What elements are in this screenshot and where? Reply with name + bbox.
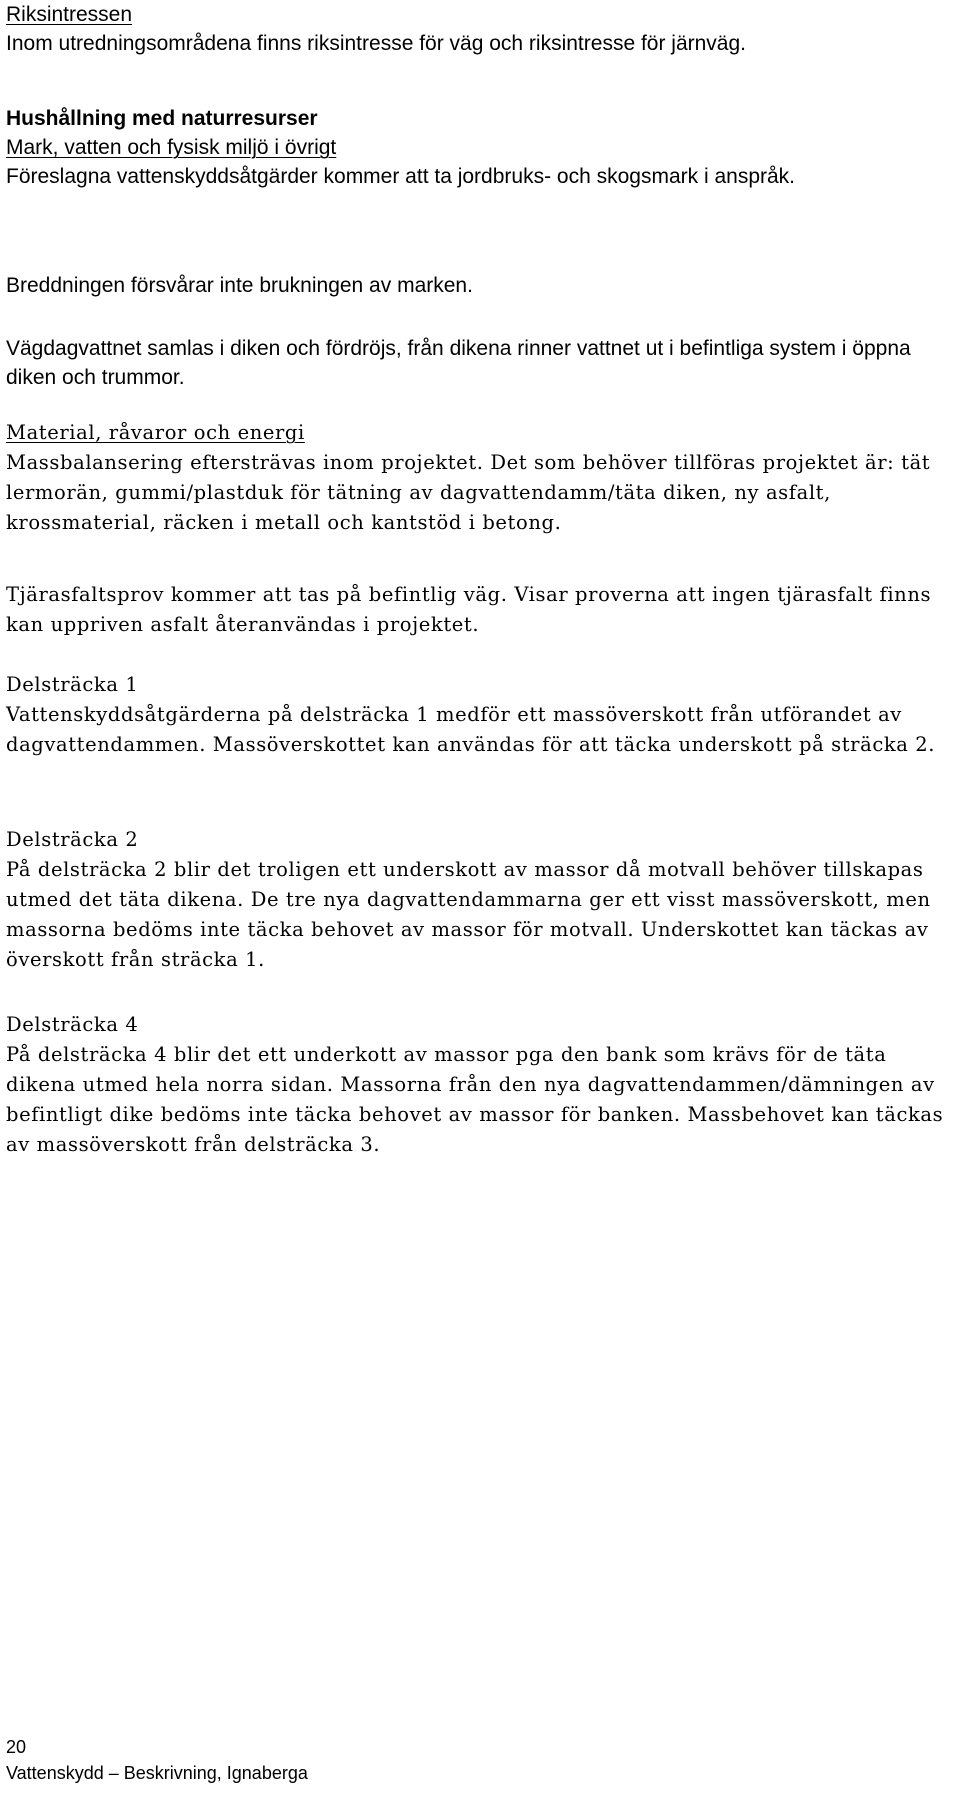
heading-delstracka-1: Delsträcka 1: [6, 673, 139, 696]
subheading-mark-vatten: Mark, vatten och fysisk miljö i övrigt: [6, 136, 337, 159]
paragraph-breddning: Breddningen försvårar inte brukningen av marken.: [6, 274, 473, 297]
section-vagdagvatten: [6, 334, 952, 392]
heading-delstracka-2: Delsträcka 2: [6, 828, 139, 851]
heading-material: Material, råvaror och energi: [6, 421, 305, 444]
page-number: 20: [6, 1737, 27, 1757]
paragraph-delstracka-2: På delsträcka 2 blir det troligen ett underskott av massor då motvall behöver tillskapas utmed det täta dikena. De tre nya dagvattendammarna ger ett visst massöverskott, men massorna bedöms inte täcka behovet av massor för motvall. Underskottet kan täckas av överskott från sträcka 1.: [6, 858, 931, 971]
paragraph-vagdagvatten: Vägdagvattnet samlas i diken och fördröjs, från dikena rinner vattnet ut i befintliga system i öppna diken och trummor.: [6, 337, 911, 389]
paragraph-hushallning: Föreslagna vattenskyddsåtgärder kommer att ta jordbruks- och skogsmark i anspråk.: [6, 165, 796, 188]
section-material: [6, 418, 952, 538]
document-title: Vattenskydd – Beskrivning, Ignaberga: [6, 1763, 308, 1783]
paragraph-material: Massbalansering eftersträvas inom projektet. Det som behöver tillföras projektet är: tät lermorän, gummi/plastduk för tätning av dagvattendamm/täta diken, ny asfalt, krossmaterial, räcken i metall och kantstöd i betong.: [6, 451, 931, 534]
section-hushallning: [6, 104, 952, 191]
section-delstracka-2: [6, 825, 952, 975]
paragraph-tjarasfalt: Tjärasfaltsprov kommer att tas på befintlig väg. Visar proverna att ingen tjärasfalt finns kan uppriven asfalt återanvändas i projektet.: [6, 583, 932, 636]
heading-riksintressen: Riksintressen: [6, 3, 133, 26]
section-tjarasfalt: [6, 580, 952, 640]
paragraph-riksintressen: Inom utredningsområdena finns riksintresse för väg och riksintresse för järnväg.: [6, 32, 747, 55]
paragraph-delstracka-1: Vattenskyddsåtgärderna på delsträcka 1 medför ett massöverskott från utförandet av dagvattendammen. Massöverskottet kan användas för att täcka underskott på sträcka 2.: [6, 703, 936, 756]
section-breddning: [6, 271, 952, 300]
paragraph-delstracka-4: På delsträcka 4 blir det ett underkott av massor pga den bank som krävs för de täta dikena utmed hela norra sidan. Massorna från den nya dagvattendammen/dämningen av befintligt dike bedöms inte täcka behovet av massor för banken. Massbehovet kan täckas av massöverskott från delsträcka 3.: [6, 1043, 944, 1156]
heading-delstracka-4: Delsträcka 4: [6, 1013, 139, 1036]
section-delstracka-1: [6, 670, 952, 760]
page-footer: [6, 1734, 308, 1786]
section-delstracka-4: [6, 1010, 952, 1160]
heading-hushallning: Hushållning med naturresurser: [6, 107, 318, 130]
section-riksintressen: [6, 0, 952, 58]
